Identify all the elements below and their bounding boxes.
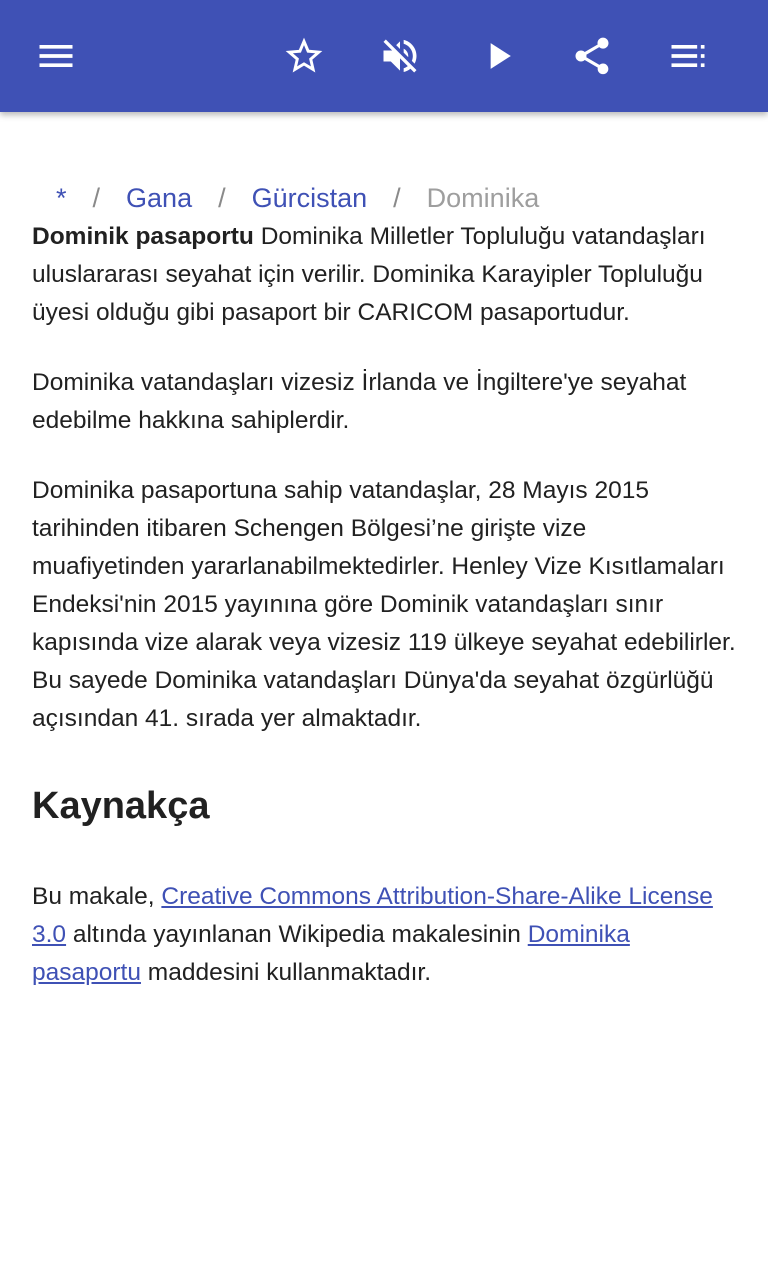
breadcrumb-separator: / [92,182,101,213]
paragraph-1-text: Dominika Milletler Topluluğu vatandaşları uluslararası seyahat için verilir. Dominika Karayipler Topluluğu üyesi olduğu gibi pasaport bir CARICOM pasaportudur. [32,223,706,326]
app-toolbar [0,0,768,112]
contents-button[interactable] [660,28,716,84]
article-content [32,112,742,992]
star-icon [282,34,326,78]
breadcrumb-home-link[interactable]: * [56,182,67,213]
article-subject: Dominik pasaportu [32,223,254,250]
references-paragraph [32,878,742,992]
license-link[interactable]: Creative Commons Attribution-Share-Alike License 3.0 [32,883,713,948]
menu-button[interactable] [28,28,84,84]
volume-off-icon [378,34,422,78]
breadcrumb-current: Dominika [426,182,540,213]
breadcrumb-link-gana[interactable]: Gana [126,182,193,213]
source-article-link[interactable]: Dominika pasaportu [32,921,630,986]
favorite-button[interactable] [276,28,332,84]
share-button[interactable] [564,28,620,84]
play-button[interactable] [470,28,526,84]
references-heading: Kaynakça [32,785,210,827]
article-paragraph-3: Dominika pasaportuna sahip vatandaşlar, 28 Mayıs 2015 tarihinden itibaren Schengen Bölgesi’ne girişte vize muafiyetinden yararlanabilmektedirler. Henley Vize Kısıtlamaları Endeksi'nin 2015 yayınına göre Dominik vatandaşları sınır kapısında vize alarak veya vizesiz 119 ülkeye seyahat edebilirler. Bu sayede Dominika vatandaşları Dünya'da seyahat özgürlüğü açısından 41. sırada yer almaktadır. [32,477,736,732]
references-text-2: altında yayınlanan Wikipedia makalesinin [66,921,528,948]
article-paragraph-1 [32,218,742,332]
menu-icon [34,34,78,78]
share-icon [570,34,614,78]
breadcrumb-link-gurcistan[interactable]: Gürcistan [251,182,368,213]
references-text-3: maddesini kullanmaktadır. [140,959,432,986]
mute-button[interactable] [372,28,428,84]
play-icon [476,34,520,78]
references-text-1: Bu makale, [32,883,162,910]
breadcrumb-separator: / [218,182,226,213]
article-paragraph-2: Dominika vatandaşları vizesiz İrlanda ve İngiltere'ye seyahat edebilme hakkına sahiplerdir. [32,369,687,434]
breadcrumb-separator: / [393,182,401,213]
breadcrumb [32,178,742,218]
playlist-icon [666,34,710,78]
